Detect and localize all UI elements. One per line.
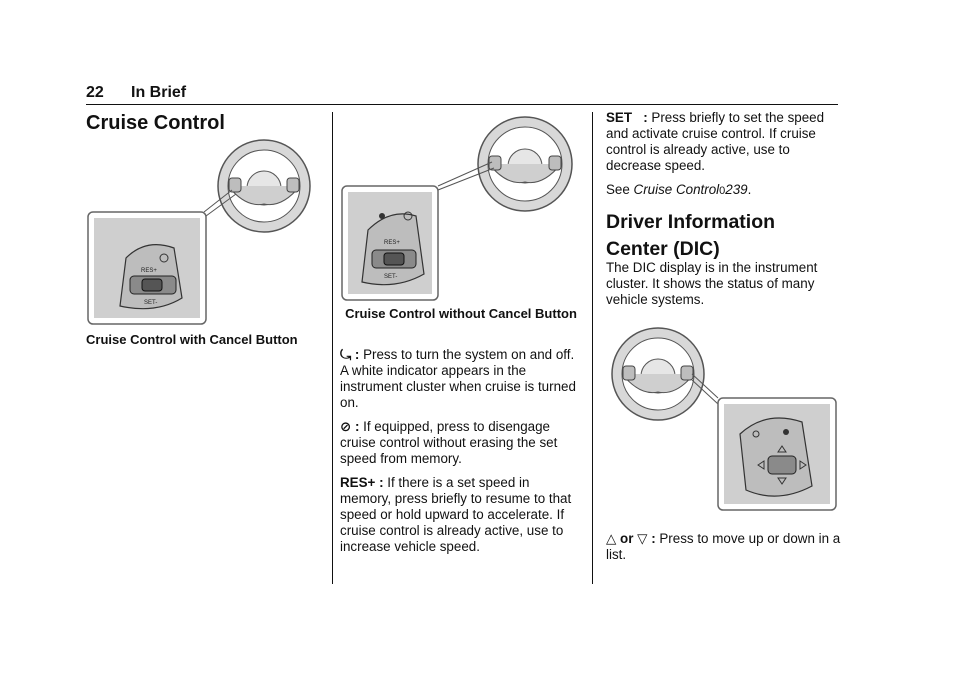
page-arrow-icon: 0 [719,185,726,197]
section-title: In Brief [131,84,187,101]
page-number: 22 [86,84,104,101]
dic-switch-pad-icon [740,418,812,496]
list-item: ⊘ : If equipped, press to disengage cruise control without erasing the set speed from memory. [340,419,558,466]
steering-wheel-icon [478,117,572,211]
cruise-control-heading: Cruise Control [86,112,225,134]
cruise-icon: ⤿ [340,347,352,362]
res-plus-label: RES+ [141,268,157,274]
header-rule [86,104,838,105]
dic-controls-illustration [606,324,840,514]
cruise-with-cancel-illustration [86,138,326,328]
list-item: SET : Press briefly to set the speed and activate cruise control. If cruise control is already active, use to decrease speed. [606,110,825,173]
arrow-up-icon: △ [606,531,617,546]
column-divider-1 [332,112,333,584]
cruise-without-cancel-caption: Cruise Control without Cancel Button [345,306,577,321]
cruise-control-link[interactable]: Cruise Control [633,182,720,197]
arrow-down-icon: ▽ [637,531,648,546]
set-description [606,110,842,207]
cancel-icon: ⊘ [340,419,352,434]
up-down-description: △ or ▽ : Press to move up or down in a list. [606,531,841,562]
steering-wheel-icon [612,328,704,420]
dic-heading: Driver Information Center (DIC) [606,211,776,260]
res-plus-label: RES+ [384,240,400,246]
set-minus-label: SET- [384,274,398,280]
cruise-without-cancel-illustration [340,112,585,304]
set-minus-label: SET- [144,300,158,306]
set-term: SET [606,110,633,125]
dic-intro: The DIC display is in the instrument cluster. It shows the status of many vehicle systems. [606,260,818,307]
see-reference: See Cruise Control0239. [606,182,752,197]
list-item: RES+ : If there is a set speed in memory, press briefly to resume to that speed or hold upward to accelerate. If cruise control is already active, use to increase vehicle speed. [340,475,572,554]
cruise-with-cancel-caption: Cruise Control with Cancel Button [86,332,298,347]
cruise-controls-list [340,347,580,563]
steering-wheel-icon [218,140,310,232]
list-item: ⤿ : Press to turn the system on and off. A white indicator appears in the instrument cluster when cruise is turned on. [340,347,576,410]
res-plus-term: RES+ [340,475,376,490]
column-divider-2 [592,112,593,584]
